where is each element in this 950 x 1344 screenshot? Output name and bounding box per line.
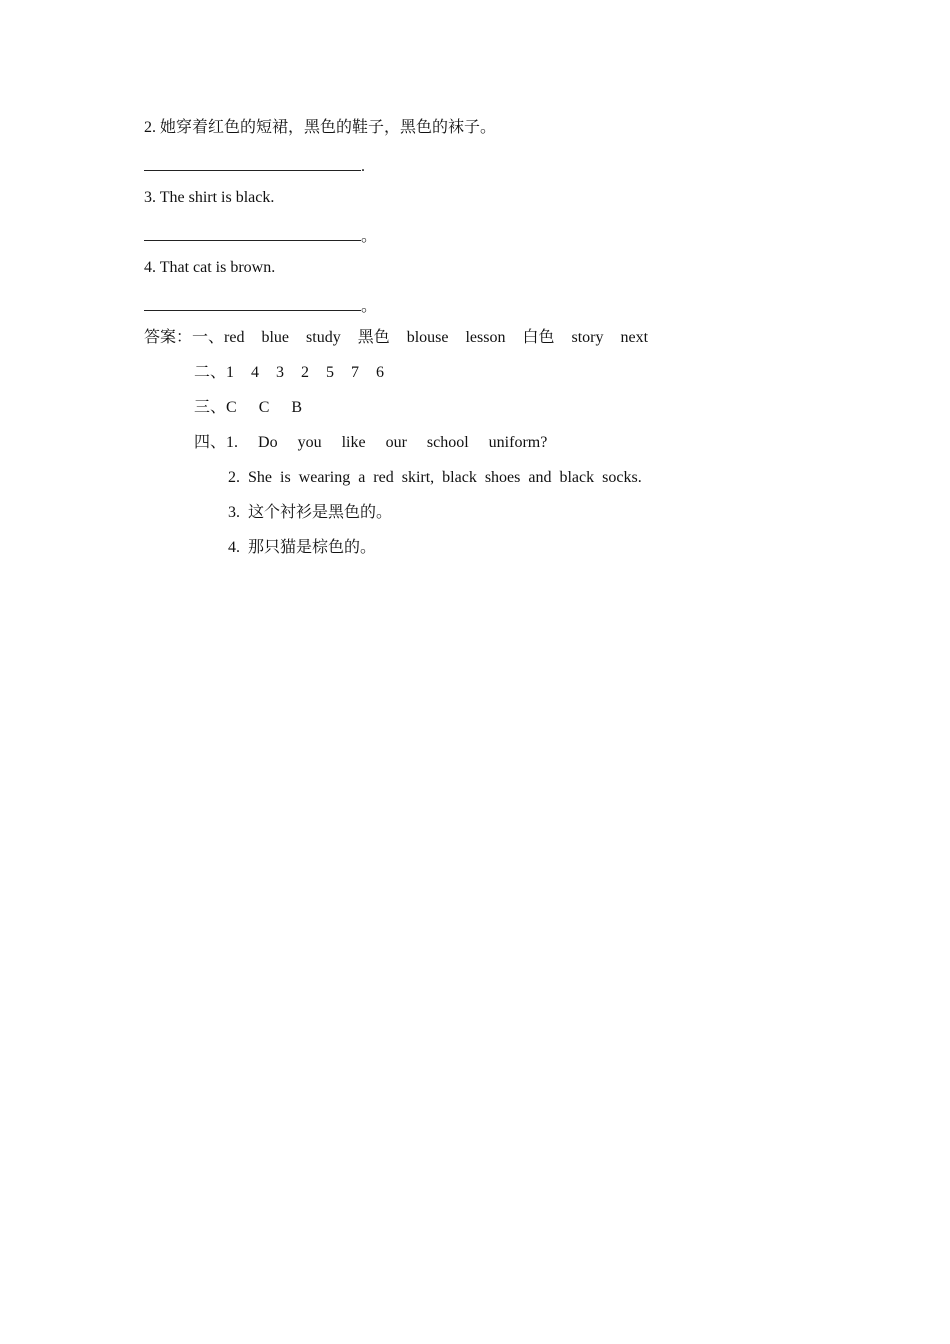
order-number: 1 [226, 364, 235, 381]
order-number: 3 [276, 364, 285, 381]
choice-letter: C [226, 399, 237, 416]
answers-part-2 [194, 363, 384, 383]
answers-part-4 [194, 433, 547, 453]
order-number: 2 [301, 364, 310, 381]
answer-word: story [571, 329, 604, 346]
order-number: 5 [326, 364, 335, 381]
translation-answer: 2. She is wearing a red skirt, black shoes and black socks. [228, 469, 642, 486]
question-2-prompt: 2. 她穿着红色的短裙，黑色的鞋子，黑色的袜子。 [144, 119, 497, 136]
answer-blank[interactable] [144, 156, 361, 171]
question-4-prompt: 4. That cat is brown. [144, 259, 276, 276]
answer-blank[interactable] [144, 296, 361, 311]
question-4-answer-line [144, 296, 377, 317]
translation-answer: 4. 那只猫是棕色的。 [228, 539, 377, 556]
answer-blank[interactable] [144, 226, 361, 241]
answer-word: lesson [465, 329, 506, 346]
part-1-label: 一、 [192, 329, 225, 346]
answer-word: 黑色 [357, 329, 390, 346]
answer-word: 白色 [522, 329, 555, 346]
part-4-label: 四、 [194, 434, 227, 451]
order-number: 7 [351, 364, 360, 381]
question-3-answer-line [144, 226, 377, 247]
order-number: 6 [376, 364, 385, 381]
answer-word: red [224, 329, 245, 346]
answer-word: study [306, 329, 341, 346]
translation-answer: 1. Do you like our school uniform? [226, 434, 548, 451]
choice-letter: C [258, 399, 270, 416]
answer-word: blue [261, 329, 290, 346]
blank-end-mark: 。 [361, 228, 378, 245]
part-2-label: 二、 [194, 364, 227, 381]
question-3-prompt: 3. The shirt is black. [144, 189, 275, 206]
answer-word: blouse [406, 329, 449, 346]
blank-end-mark: . [361, 158, 365, 175]
answers-label: 答案： [144, 329, 193, 346]
blank-end-mark: 。 [361, 298, 378, 315]
answers-part-3 [194, 398, 302, 418]
answers-part-1 [144, 328, 648, 348]
choice-letter: B [291, 399, 303, 416]
answer-word: next [620, 329, 649, 346]
part-3-label: 三、 [194, 399, 227, 416]
order-number: 4 [251, 364, 260, 381]
question-2-answer-line [144, 156, 365, 177]
translation-answer: 3. 这个衬衫是黑色的。 [228, 504, 393, 521]
